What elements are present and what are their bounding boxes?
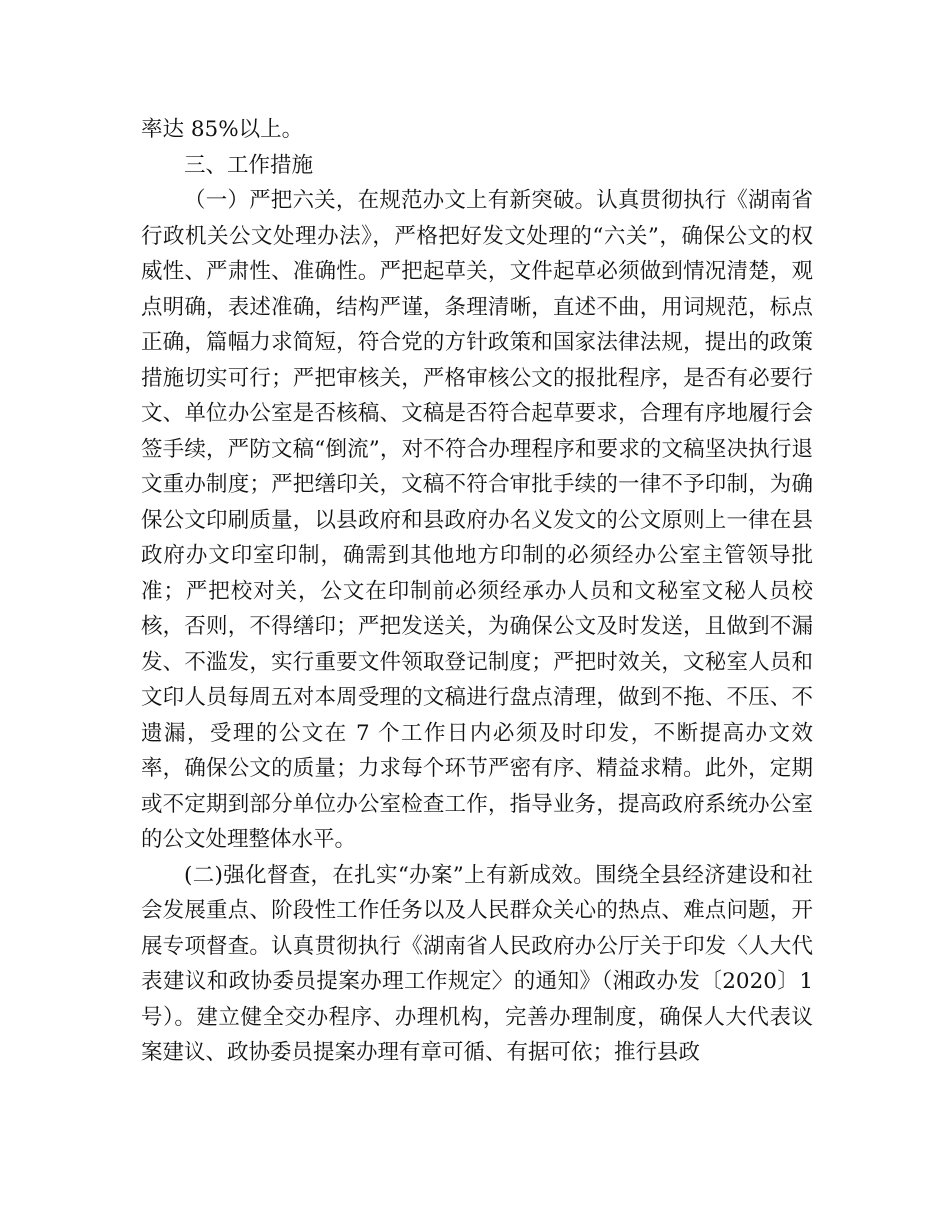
paragraph-one: （一）严把六关，在规范办文上有新突破。认真贯彻执行《湖南省行政机关公文处理办法》，严格把好发文处理的“六关”，确保公文的权威性、严肃性、准确性。严把起草关，文件起草必须做到情况清楚，观点明确，表述准确，结构严谨，条理清晰，直述不曲，用词规范，标点正确，篇幅力求简短，符合党的方针政策和国家法律法规，提出的政策措施切实可行；严把审核关，严格审核公文的报批程序，是否有必要行文、单位办公室是否核稿、文稿是否符合起草要求，合理有序地履行会签手续，严防文稿“倒流”，对不符合办理程序和要求的文稿坚决执行退文重办制度；严把缮印关，文稿不符合审批手续的一律不予印制，为确保公文印刷质量，以县政府和县政府办名义发文的公文原则上一律在县政府办文印室印制，确需到其他地方印制的必须经办公室主管领导批准；严把校对关，公文在印制前必须经承办人员和文秘室文秘人员校核，否则，不得缮印；严把发送关，为确保公文及时发送，且做到不漏发、不滥发，实行重要文件领取登记制度；严把时效关，文秘室人员和文印人员每周五对本周受理的文稿进行盘点清理，做到不拖、不压、不遗漏，受理的公文在 7 个工作日内必须及时印发，不断提高办文效率，确保公文的质量；力求每个环节严密有序、精益求精。此外，定期或不定期到部分单位办公室检查工作，指导业务，提高政府系统办公室的公文处理整体水平。 xyxy=(141,188,813,852)
paragraph-two: (二)强化督查，在扎实“办案”上有新成效。围绕全县经济建设和社会发展重点、阶段性工作任务以及人民群众关心的热点、难点问题，开展专项督查。认真贯彻执行《湖南省人民政府办公厅关于印发〈人大代表建议和政协委员提案办理工作规定〉的通知》（湘政办发〔2020〕1 号）。建立健全交办程序、办理机构，完善办理制度，确保人大代表议案建议、政协委员提案办理有章可循、有据可依；推行县政 xyxy=(141,862,813,1065)
continuation-line: 率达 85%以上。 xyxy=(141,117,304,142)
section-heading: 三、工作措施 xyxy=(184,152,314,178)
document-page xyxy=(141,112,813,1071)
